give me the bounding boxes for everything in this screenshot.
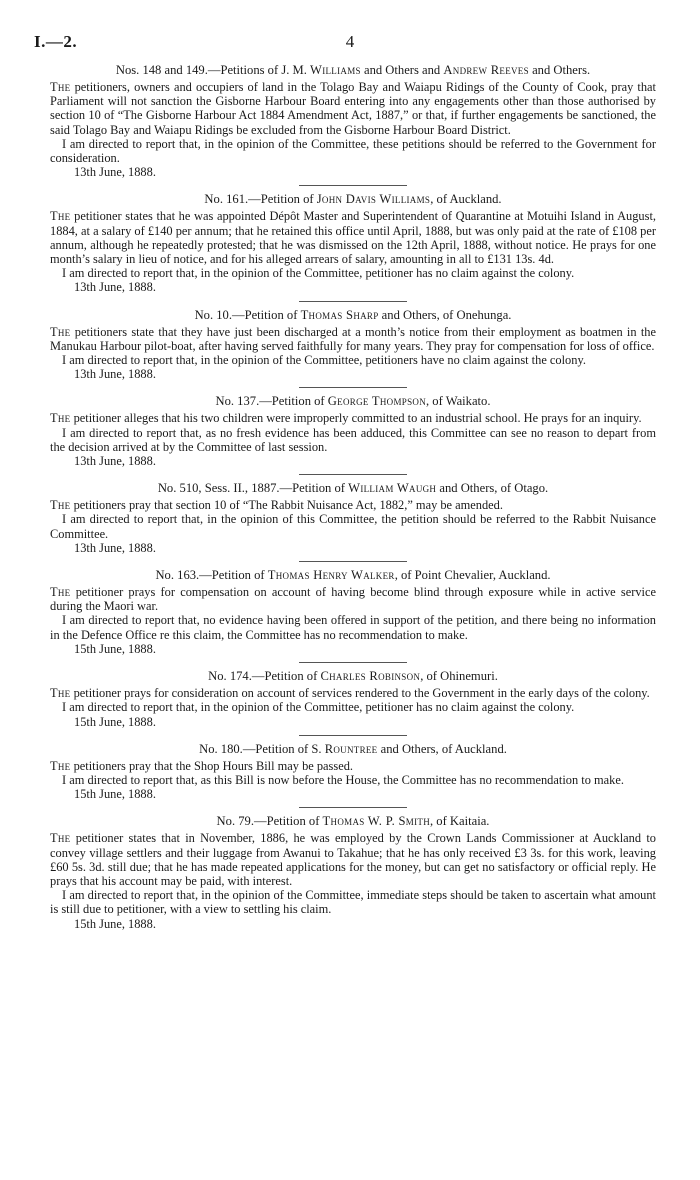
section-divider [299, 301, 407, 302]
petitioner-name: Charles Robinson [320, 669, 421, 684]
committee-report: I am directed to report that, in the opinion of the Committee, immediate steps should be taken to ascertain what amount is still due to petitioner, with a view to settling his claim. [50, 888, 656, 917]
petitioner-name: George Thompson [327, 394, 426, 409]
section-divider [299, 561, 407, 562]
report-date: 13th June, 1888. [74, 280, 156, 295]
petitioner-name: Thomas Henry Walker [267, 568, 395, 583]
petition-section [50, 568, 656, 663]
report-date: 15th June, 1888. [74, 916, 156, 931]
page-body [50, 63, 656, 931]
petition-heading: No. 79.—Petition of Thomas W. P. Smith, of Kaitaia. [216, 814, 490, 829]
petition-heading: No. 163.—Petition of Thomas Henry Walker, of Point Chevalier, Auckland. [155, 568, 551, 583]
petition-statement: The petitioner prays for consideration on account of services rendered to the Government in the early days of the colony. [50, 686, 650, 701]
committee-report: I am directed to report that, in the opinion of the Committee, petitioner has no claim against the colony. [62, 266, 575, 281]
petition-statement: The petitioners state that they have just been discharged at a month’s notice from their employment as boatmen in the Manukau Harbour pilot-boat, after having served faithfully for many years. They pray for compensation for loss of office. [50, 324, 656, 353]
section-divider [299, 474, 407, 475]
petition-statement: The petitioners, owners and occupiers of land in the Tolago Bay and Waiapu Ridings of the County of Cook, pray that Parliament will not sanction the Gisborne Harbour Board entering into any engagements other than those authorised by section 10 of “The Gisborne Harbour Act 1884 Amendment Act, 1887,” or that, if further engagements be sanctioned, the said Tolago Bay and Waiapu Ridings be excluded from the Gisborne Harbour Board District. [50, 80, 656, 137]
petition-section [50, 63, 656, 186]
petition-heading: No. 161.—Petition of John Davis Williams, of Auckland. [204, 192, 502, 207]
petitioner-name: William Waugh [348, 481, 437, 496]
petitioner-name: Thomas Sharp [300, 307, 379, 322]
petition-statement: The petitioner alleges that his two children were improperly committed to an industrial school. He prays for an inquiry. [50, 411, 642, 426]
committee-report: I am directed to report that, in the opinion of this Committee, the petition should be referred to the Rabbit Nuisance Committee. [50, 512, 656, 541]
petition-section [50, 814, 656, 930]
report-date: 13th June, 1888. [74, 540, 156, 555]
petition-heading: No. 174.—Petition of Charles Robinson, of Ohinemuri. [208, 669, 498, 684]
committee-report: I am directed to report that, in the opinion of the Committee, these petitions should be referred to the Government for consideration. [50, 136, 656, 166]
report-date: 13th June, 1888. [74, 165, 156, 180]
section-divider [299, 662, 407, 663]
committee-report: I am directed to report that, as this Bill is now before the House, the Committee has no recommendation to make. [62, 772, 624, 787]
petition-section [50, 394, 656, 475]
petition-section [50, 192, 656, 301]
petitioner-name: John Davis Williams [316, 192, 431, 207]
petition-section [50, 742, 656, 809]
report-date: 13th June, 1888. [74, 367, 156, 382]
petition-statement: The petitioner prays for compensation on account of having become blind through exposure while in active service during the Maori war. [50, 585, 656, 614]
page-number: 4 [345, 32, 355, 51]
committee-report: I am directed to report that, no evidence having been offered in support of the petition, and there being no information in the Defence Office re this claim, the Committee has no recommendation to make. [50, 613, 656, 642]
petition-statement: The petitioners pray that section 10 of “The Rabbit Nuisance Act, 1882,” may be amended. [50, 498, 503, 513]
petition-heading: Nos. 148 and 149.—Petitions of J. M. Williams and Others and Andrew Reeves and Others. [115, 63, 591, 77]
section-divider [299, 807, 407, 808]
committee-report: I am directed to report that, in the opinion of the Committee, petitioner has no claim against the colony. [62, 700, 575, 715]
petitioner-name: Williams [310, 63, 361, 77]
report-date: 15th June, 1888. [74, 641, 156, 656]
report-date: 15th June, 1888. [74, 714, 156, 729]
committee-report: I am directed to report that, as no fresh evidence has been adduced, this Committee can see no reason to depart from the decision arrived at by the Committee of last session. [50, 425, 656, 454]
petition-statement: The petitioner states that he was appointed Dépôt Master and Superintendent of Quarantine at Motuihi Island in August, 1884, at a salary of £140 per annum; that he retained this office until April, 1888, but was only paid at the rate of £108 per annum, although he repeatedly protested; that he was dismissed on the 12th April, 1888, without notice. He prays for one month’s salary in lieu of notice, and for his alleged arrears of salary, amounting in all to £131 13s. 4d. [50, 209, 656, 267]
petition-heading: No. 510, Sess. II., 1887.—Petition of William Waugh and Others, of Otago. [157, 481, 549, 496]
petition-statement: The petitioner states that in November, 1886, he was employed by the Crown Lands Commissioner at Auckland to convey village settlers and their luggage from Awanui to Takahue; that he has only received £3 3s. for this work, leaving £60 5s. 3d. still due; that he has made repeated applications for the money, but can get no satisfactory or official reply. He prays that his account may be paid, with interest. [50, 831, 656, 888]
petition-statement: The petitioners pray that the Shop Hours Bill may be passed. [50, 758, 353, 773]
petition-section [50, 308, 656, 389]
running-head [34, 32, 666, 54]
section-divider [299, 735, 407, 736]
petitioner-name: Andrew Reeves [443, 63, 529, 77]
petitioner-name: Thomas W. P. Smith [322, 814, 430, 829]
petition-heading: No. 10.—Petition of Thomas Sharp and Others, of Onehunga. [194, 307, 512, 322]
petition-section [50, 481, 656, 562]
petitioner-name: Rountree [324, 741, 378, 756]
petition-section [50, 669, 656, 736]
petition-heading: No. 137.—Petition of George Thompson, of Waikato. [215, 394, 491, 409]
section-divider [299, 387, 407, 388]
report-date: 15th June, 1888. [74, 787, 156, 802]
petition-heading: No. 180.—Petition of S. Rountree and Others, of Auckland. [199, 741, 507, 756]
committee-report: I am directed to report that, in the opinion of the Committee, petitioners have no claim against the colony. [62, 353, 586, 368]
document-reference: I.—2. [34, 32, 78, 51]
section-divider [299, 185, 407, 186]
report-date: 13th June, 1888. [74, 454, 156, 469]
